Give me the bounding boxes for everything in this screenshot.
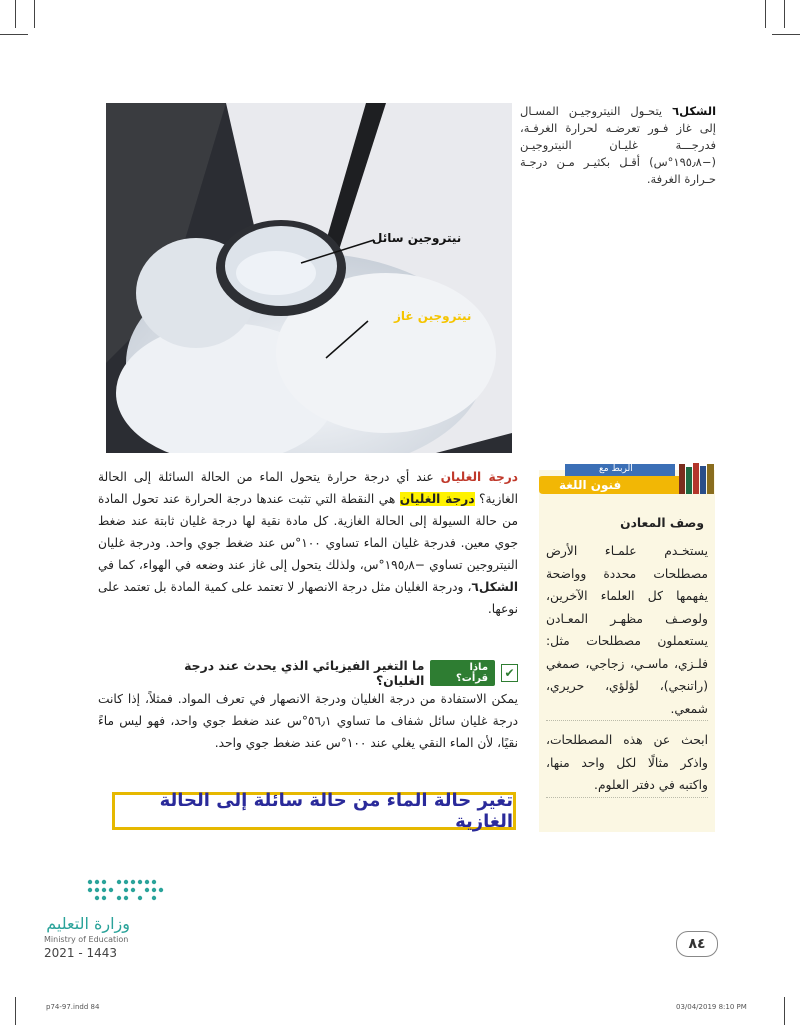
crop-mark — [784, 997, 785, 1025]
ministry-logo — [44, 878, 184, 960]
sidebar-title: وصف المعادن — [620, 516, 704, 530]
figure-reference: الشكل٦ — [471, 580, 518, 594]
crop-mark — [15, 997, 16, 1025]
boiling-point-paragraph — [98, 466, 518, 620]
para2-text: يمكن الاستفادة من درجة الغليان ودرجة الانصهار في تعرف المواد. فمثلاً، إذا كانت درجة غليان سائل شفاف ما تساوي ٥٦٫١°س عند ضغط جوي واحد، فهو ليس ماءً نقيًا، لأن الماء النقي يغلي عند ١٠٠°س عند ضغط جوي واحد. — [98, 692, 518, 750]
reading-check-badge: ماذا قرأت؟ — [430, 660, 495, 686]
nitrogen-photo — [106, 103, 512, 453]
crop-mark — [784, 0, 785, 28]
crop-mark — [772, 34, 800, 35]
page-number: ٨٤ — [676, 931, 718, 957]
figure-caption — [520, 103, 716, 188]
banner-top-text: الربط مع — [599, 464, 633, 474]
highlight-boiling-point: درجة الغليان — [399, 492, 475, 506]
para1-text-c: ، ودرجة الغليان مثل درجة الانصهار لا تعتمد على كمية المادة بل تعتمد على نوعها. — [98, 580, 518, 616]
check-icon: ✔ — [501, 664, 518, 682]
answer-box: تغير حالة الماء من حالة سائلة إلى الحالة الغازية — [112, 792, 516, 830]
figure-label: الشكل٦ — [672, 104, 717, 118]
reading-check-question: ما التغير الفيزيائي الذي يحدث عند درجة الغليان؟ — [184, 658, 425, 688]
ministry-name-ar: وزارة التعليم — [46, 914, 130, 933]
crop-mark — [0, 34, 28, 35]
sidebar-body — [546, 540, 708, 806]
crop-mark — [765, 0, 766, 28]
para1-text-b: هي النقطة التي تثبت عندها درجة الحرارة عند تحول المادة من حالة السيولة إلى الحالة الغازية. كل مادة نقية لها درجة غليان ثابتة عند ضغط جوي معين. فدرجة غليان الماء تساوي ١٠٠°س عند ضغط جوي واحد. ودرجة غليان النيتروجين تساوي −١٩٥٫٨°س، ولذلك يتحول إلى غاز عند وضعه في الهواء، كما في — [98, 492, 518, 572]
banner-main-text: فنون اللغة — [559, 478, 622, 492]
liquid-nitrogen-label: نيتروجين سائل — [372, 231, 462, 245]
crop-mark — [15, 0, 16, 28]
file-slug: p74-97.indd 84 — [46, 1003, 100, 1011]
ministry-dots-icon — [44, 878, 174, 904]
gas-nitrogen-label: نيتروجين غاز — [394, 309, 472, 323]
edition-year: 2021 - 1443 — [44, 946, 118, 960]
caption-text: يتحـول النيتروجيـن المسـال إلى غاز فـور تعرضـه لحرارة الغرفـة، فدرجـــة غليـان النيتروجيـن (−١٩٥٫٨°س) أقـل بكثيـر مـن درجـة حـرارة الغرفة. — [520, 104, 716, 186]
identification-paragraph — [98, 688, 518, 754]
para1-text-a: عند أي درجة حرارة يتحول الماء من الحالة السائلة إلى الحالة الغازية؟ — [98, 470, 519, 506]
crop-mark — [34, 0, 35, 28]
ministry-name-en: Ministry of Education — [44, 935, 129, 944]
term-boiling-point: درجة الغليان — [440, 470, 518, 484]
sidebar-banner — [539, 462, 715, 502]
print-date: 03/04/2019 8:10 PM — [676, 1003, 747, 1011]
sidebar-paragraph-2: ابحث عن هذه المصطلحات، واذكر مثالًا لكل واحد منها، واكتبه في دفتر العلوم. — [546, 729, 708, 798]
reading-check — [150, 658, 518, 688]
sidebar-paragraph-1: يستخـدم علمـاء الأرض مصطلحات محددة وواضحة يفهمها كل العلماء الآخرين، ولوصـف مظهـر المعـادن يستعملون مصطلحات مثل: فلـزي، ماسـي، زجاجي، صمغي (راتنجي)، لؤلؤي، حريري، شمعي. — [546, 540, 708, 721]
